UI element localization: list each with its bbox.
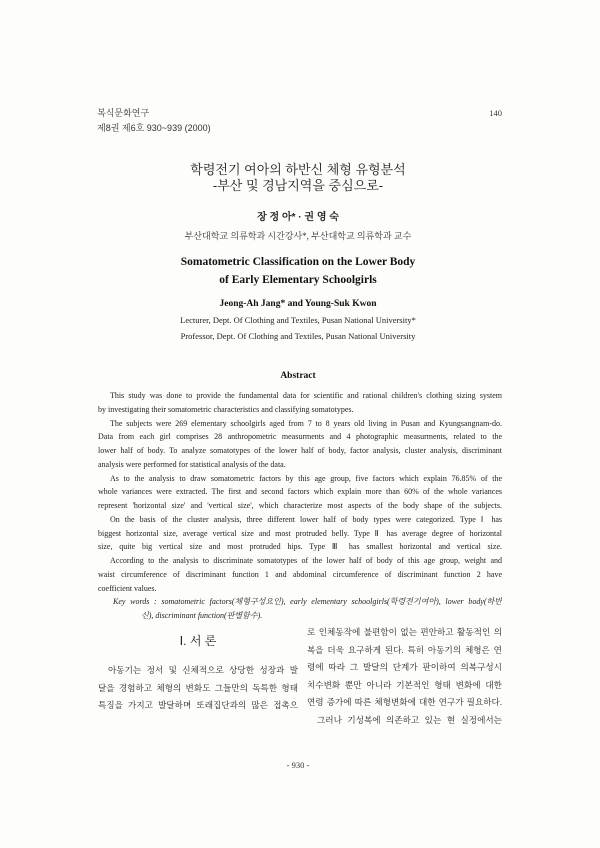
abstract-line: represent 'horizontal size' and 'vertical size', which characterize most aspects of the body shape of the subjects. [98, 501, 502, 510]
abstract-line: coefficient values. [98, 583, 157, 593]
body-left-column [98, 662, 298, 715]
subtitle-korean: -부산 및 경남지역을 중심으로- [212, 178, 384, 193]
body-right-column [307, 624, 502, 729]
abstract-line: This study was done to provide the fundamental data for scientific and rational children's clothing sizing system [110, 391, 502, 400]
abstract-heading: Abstract [280, 370, 316, 381]
header-page-number: 140 [489, 108, 502, 118]
body-line: 연령 증가에 따른 체형변화에 대한 연구가 필요하다. [307, 697, 502, 708]
authors-english: Jeong-Ah Jang* and Young-Suk Kwon [219, 298, 377, 309]
journal-name: 복식문화연구 [97, 108, 150, 118]
keywords-line: 신), discriminant function(판별함수). [141, 611, 263, 620]
authors-korean: 장 정 아* · 권 영 숙 [257, 212, 339, 223]
affiliation-korean: 부산대학교 의류학과 시간강사*, 부산대학교 의류학과 교수 [184, 230, 412, 241]
body-line: 그러나 기성복에 의존하고 있는 현 실정에서는 [317, 714, 502, 725]
abstract-line: lower half of body. To analyze somatotypes of the lower half of body, factor analysis, cluster analysis, discriminant [98, 446, 502, 455]
body-line: 달을 경험하고 체형의 변화도 그들만의 독특한 형태 [98, 682, 298, 693]
abstract-line: biggest horizontal size, average vertical size and most protruded belly. Type Ⅱ has average degree of horizontal [98, 528, 502, 538]
abstract-line: The subjects were 269 elementary schoolgirls aged from 7 to 8 years old living in Pusan and Kyungsangnam-do. [110, 418, 502, 428]
abstract-line: analysis were performed for statistical analysis of the data. [98, 459, 286, 469]
body-line: 특징을 가지고 발달하며 또래집단과의 많은 접촉으 [98, 700, 298, 711]
abstract-line: On the basis of the cluster analysis, three different lower half of body types were categorized. Type Ⅰ has [110, 514, 502, 524]
title-korean: 학령전기 여아의 하반신 체형 유형분석 [190, 162, 406, 177]
abstract-line: As to the analysis to draw somatometric factors by this age group, five factors which explain 76.85% of the [110, 473, 502, 483]
affiliation-english-1: Lecturer, Dept. Of Clothing and Textiles, Pusan National University* [180, 314, 416, 325]
journal-volume: 제8권 제6호 930~939 (2000) [97, 123, 211, 133]
abstract-line: Data from each girl comprises 28 anthropometric measurments and 4 photographic measurments, related to the [98, 432, 502, 442]
abstract-body [98, 389, 502, 623]
body-line: 복을 더욱 요구하게 된다. 특히 아동기의 체형은 연 [307, 644, 502, 655]
title-english-line2: of Early Elementary Schoolgirls [219, 274, 377, 286]
keywords-line: Key words : somatometric factors(체형구성요인), early elementary schoolgirls(학령전기여아), lower body(하반 [113, 597, 502, 607]
abstract-line: waist circumference of discriminant function 1 and abdominal circumference of discriminant function 2 have [98, 569, 502, 579]
body-line: 로 인체동작에 불편함이 없는 편안하고 활동적인 의 [307, 627, 502, 638]
footer-page-number: - 930 - [286, 760, 310, 770]
title-english-line1: Somatometric Classification on the Lower Body [180, 256, 416, 268]
affiliation-english-2: Professor, Dept. Of Clothing and Textiles, Pusan National University [180, 330, 416, 341]
body-line: 치수변화 뿐만 아니라 기본적인 형태 변화에 대한 [307, 679, 502, 690]
abstract-line: According to the analysis to discriminate somatotypes of the lower half of body of this age group, weight and [110, 556, 502, 565]
body-line: 령에 따라 그 발달의 단계가 판이하여 의복구성시 [307, 662, 502, 673]
body-line: 아동기는 정서 및 신체적으로 상당한 성장과 발 [108, 665, 298, 676]
abstract-line: whole variances were extracted. The first and second factors which explain more than 60% of the whole variances [98, 487, 502, 497]
section-heading-introduction: Ⅰ. 서 론 [179, 634, 217, 648]
abstract-line: size, quite big vertical size and most protruded hips. Type Ⅲ has smallest horizontal and vertical size. [98, 542, 502, 552]
abstract-line: by investigating their somatometric characteristics and classifying somatotypes. [98, 404, 354, 414]
